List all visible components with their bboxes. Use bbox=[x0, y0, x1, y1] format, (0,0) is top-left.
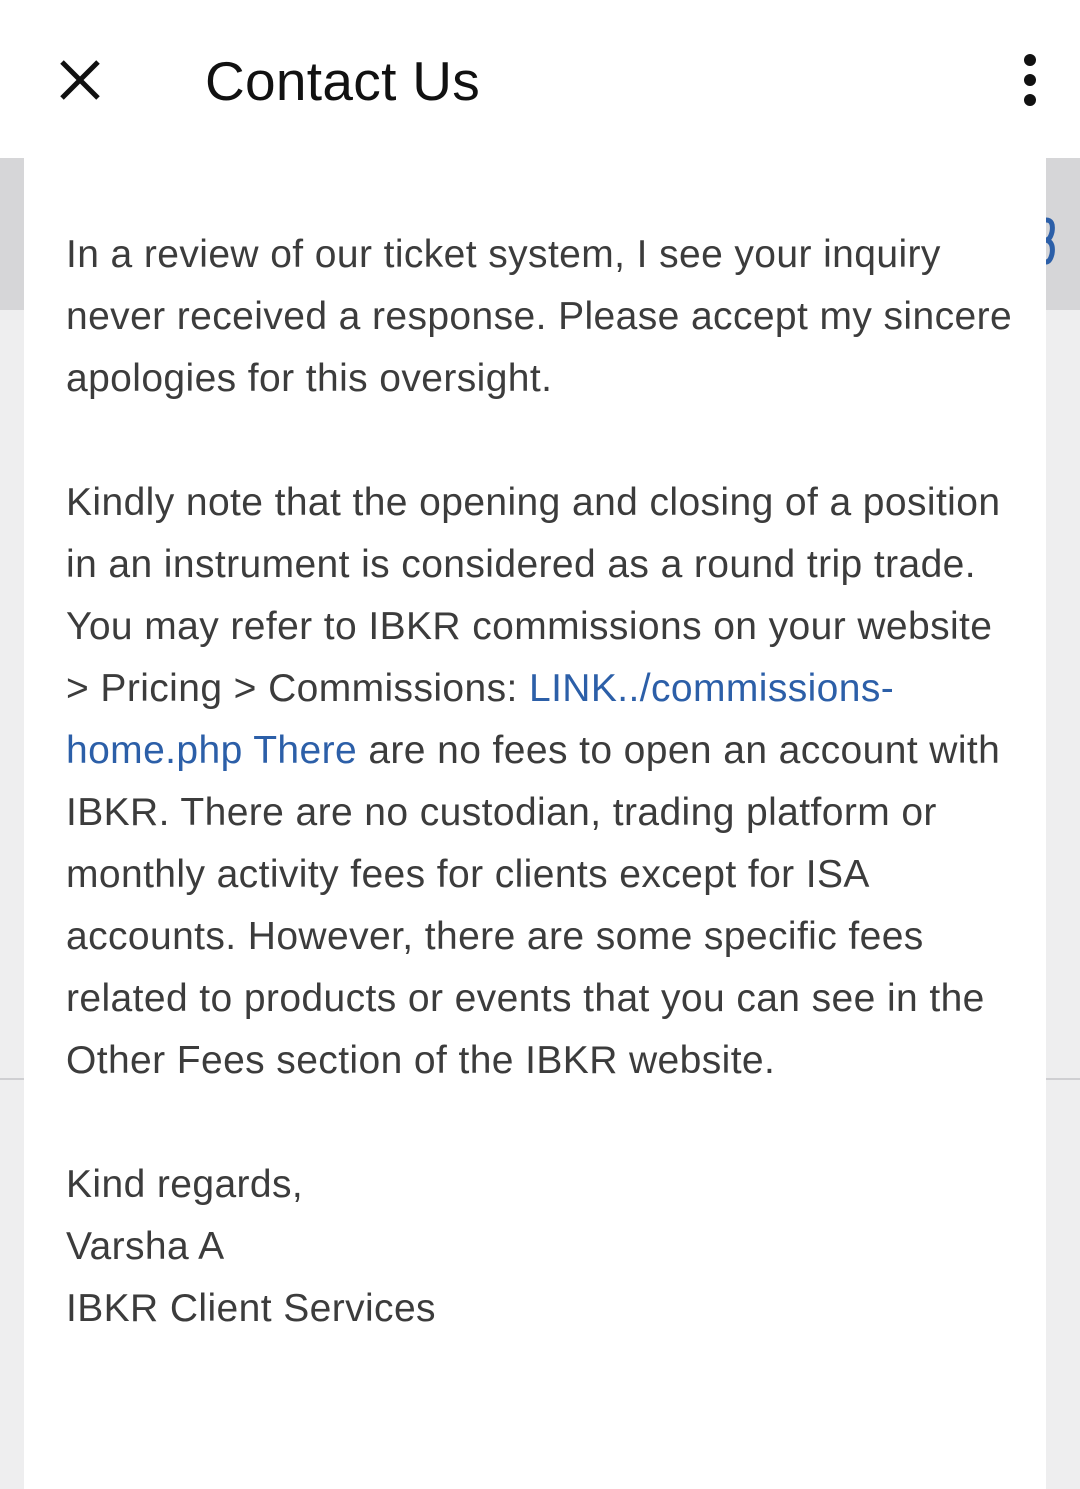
close-icon bbox=[58, 58, 102, 102]
background-link-glyph bbox=[1044, 214, 1058, 266]
message-body bbox=[66, 224, 1026, 1340]
app-bar bbox=[0, 0, 1080, 158]
sender-department: IBKR Client Services bbox=[66, 1287, 436, 1330]
background-left-header bbox=[0, 158, 24, 310]
background-divider bbox=[0, 1078, 24, 1080]
commissions-link[interactable]: LINK../commissions-home.php There bbox=[66, 667, 895, 772]
background-right bbox=[1046, 158, 1080, 1489]
message-sheet bbox=[24, 158, 1046, 1489]
background-left bbox=[0, 158, 24, 1489]
message-paragraph bbox=[66, 472, 1026, 1092]
signoff: Kind regards, bbox=[66, 1163, 304, 1206]
page-title: Contact Us bbox=[205, 50, 481, 112]
message-text: Kindly note that the opening and closing of a position in an instrument is considered as a round trip trade. You may refer to IBKR commissions on your website > Pricing > Commissions: bbox=[66, 481, 1001, 710]
sender-name: Varsha A bbox=[66, 1225, 225, 1268]
more-vertical-icon bbox=[1020, 50, 1040, 110]
message-paragraph: In a review of our ticket system, I see your inquiry never received a response. Please accept my sincere apologies for this oversight. bbox=[66, 233, 1013, 400]
more-options-button[interactable] bbox=[1004, 46, 1056, 114]
message-text: are no fees to open an account with IBKR. There are no custodian, trading platform or monthly activity fees for clients except for ISA accounts. However, there are some specific fees related to products or events that you can see in the Other Fees section of the IBKR website. bbox=[66, 729, 1001, 1082]
background-divider bbox=[1046, 1078, 1080, 1080]
close-button[interactable] bbox=[52, 52, 108, 108]
